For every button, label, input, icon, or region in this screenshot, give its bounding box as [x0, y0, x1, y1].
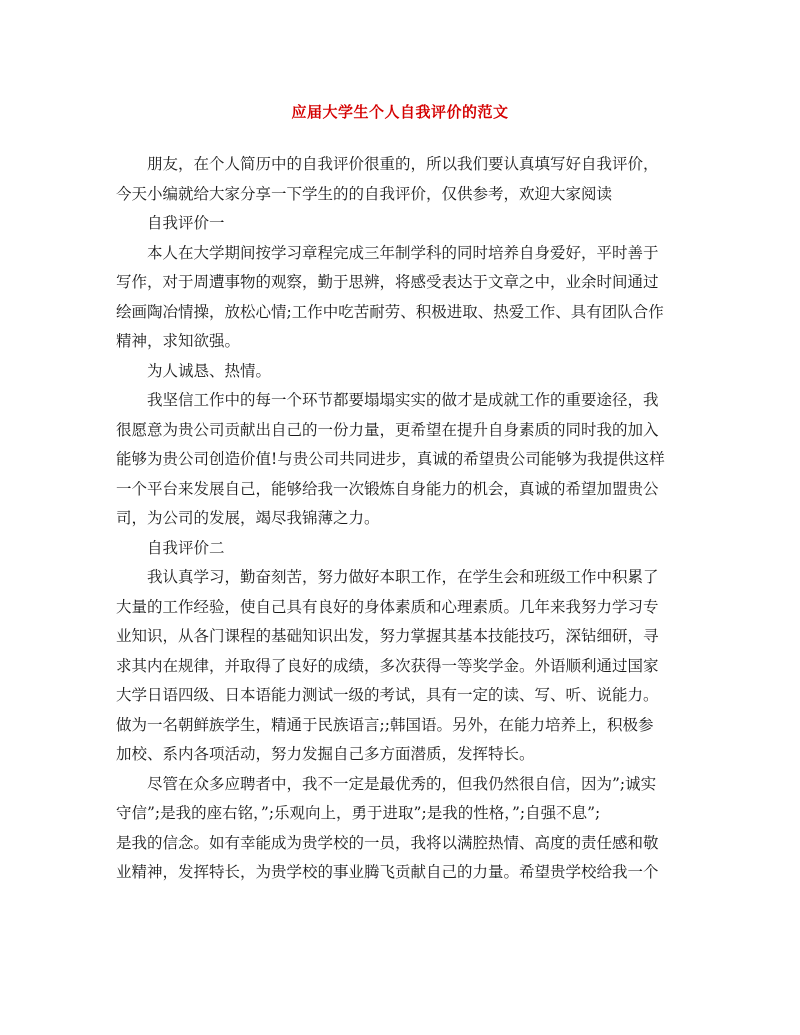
document-body: [116, 150, 672, 888]
text-line: 自我评价一: [147, 214, 225, 232]
text-line: 写作，对于周遭事物的观察，勤于思辨，将感受表达于文章之中，业余时间通过: [116, 273, 659, 291]
document-title: 应届大学生个人自我评价的范文: [291, 103, 509, 121]
text-line: 我坚信工作中的每一个环节都要塌塌实实的做才是成就工作的重要途径，我: [147, 391, 659, 409]
text-line: 精神，求知欲强。: [116, 332, 241, 350]
text-line: 很愿意为贵公司贡献出自己的一份力量，更希望在提升自身素质的同时我的加入: [116, 420, 659, 439]
text-line: 是我的信念。如有幸能成为贵学校的一员，我将以满腔热情、高度的责任感和敬: [116, 833, 659, 852]
text-line: 业知识，从各门课程的基础知识出发，努力掌握其基本技能技巧，深钻细研，寻: [116, 627, 659, 645]
text-line: 业精神，发挥特长，为贵学校的事业腾飞贡献自己的力量。希望贵学校给我一个: [116, 863, 659, 881]
text-line: 我认真学习，勤奋刻苦，努力做好本职工作，在学生会和班级工作中积累了: [147, 568, 659, 586]
text-line: 朋友，在个人简历中的自我评价很重的，所以我们要认真填写好自我评价，: [147, 155, 659, 173]
text-line: 大量的工作经验，使自己具有良好的身体素质和心理素质。几年来我努力学习专: [116, 597, 659, 616]
text-line: 大学日语四级、日本语能力测试一级的考试，具有一定的读、写、听、说能力。: [116, 686, 659, 704]
text-line: 守信”;是我的座右铭，”;乐观向上，勇于进取”;是我的性格，”;自强不息”;: [116, 804, 601, 822]
text-line: 本人在大学期间按学习章程完成三年制学科的同时培养自身爱好，平时善于: [147, 243, 659, 262]
text-line: 自我评价二: [147, 538, 225, 557]
text-line: 绘画陶冶情操，放松心情;工作中吃苦耐劳、积极进取、热爱工作、具有团队合作: [116, 302, 664, 321]
text-line: 加校、系内各项活动，努力发掘自己多方面潜质，发挥特长。: [116, 745, 535, 763]
text-line: 能够为贵公司创造价值!与贵公司共同进步，真诚的希望贵公司能够为我提供这样: [116, 450, 665, 468]
text-line: 做为一名朝鲜族学生，精通于民族语言;;韩国语。另外，在能力培养上，积极参: [116, 715, 654, 734]
text-line: 一个平台来发展自己，能够给我一次锻炼自身能力的机会，真诚的希望加盟贵公: [116, 479, 659, 498]
text-line: 尽管在众多应聘者中，我不一定是最优秀的，但我仍然很自信，因为”;诚实: [147, 774, 657, 793]
text-line: 为人诚恳、热情。: [147, 361, 272, 380]
text-line: 求其内在规律，并取得了良好的成绩，多次获得一等奖学金。外语顺利通过国家: [116, 656, 659, 675]
text-line: 今天小编就给大家分享一下学生的的自我评价，仅供参考，欢迎大家阅读: [116, 184, 613, 203]
text-line: 司，为公司的发展，竭尽我锦薄之力。: [116, 509, 380, 527]
